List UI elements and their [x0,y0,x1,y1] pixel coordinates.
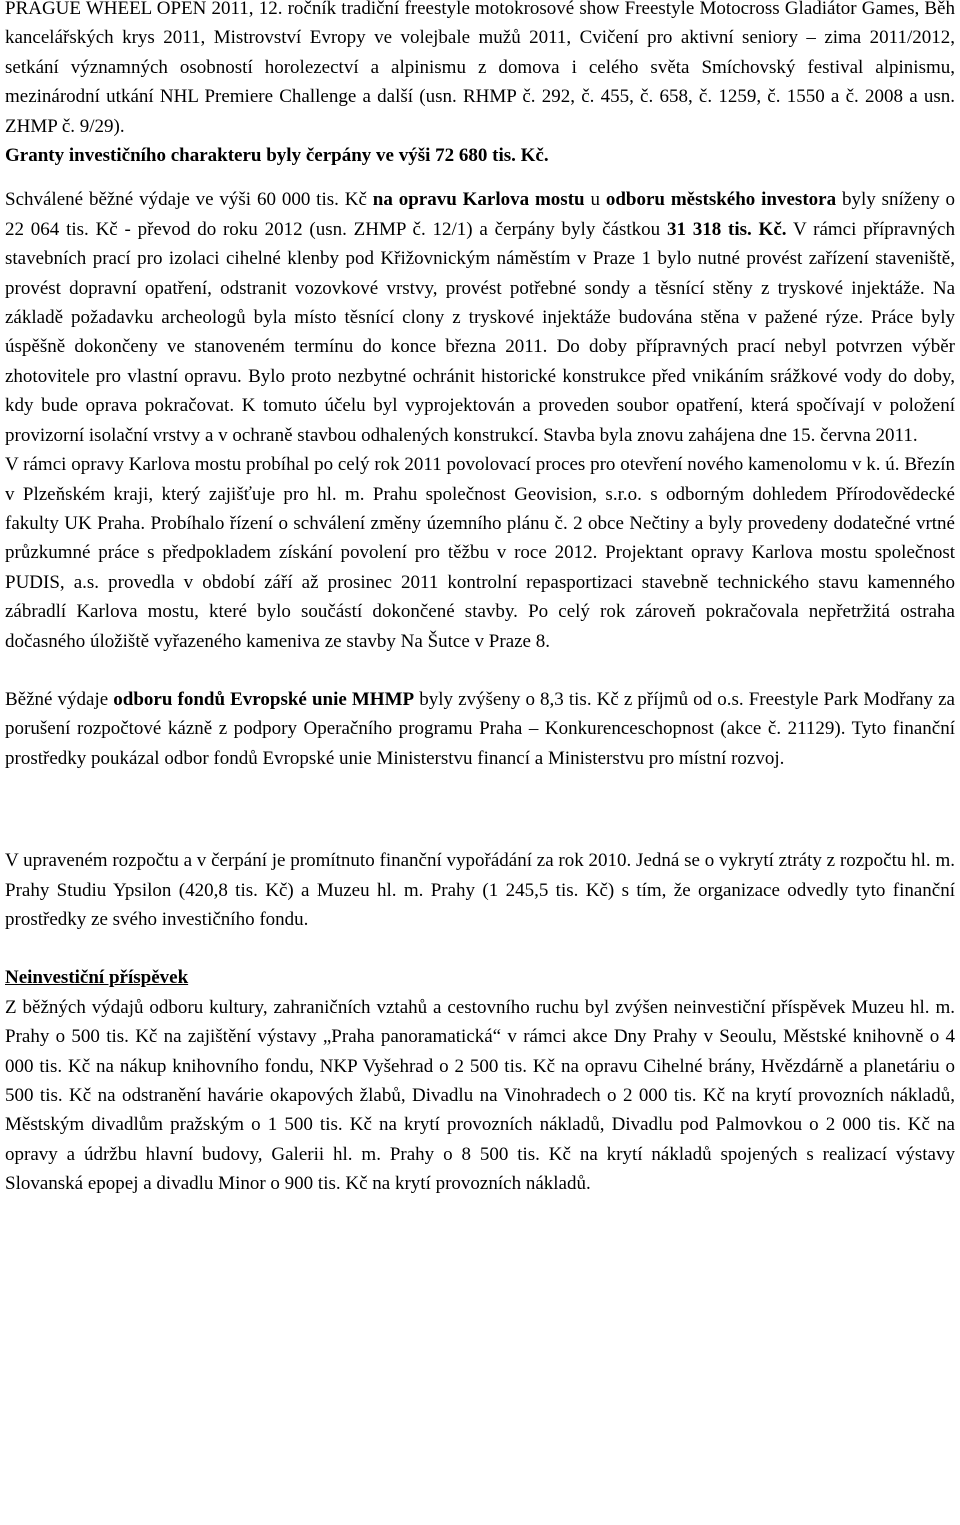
paragraph-events [5,0,955,141]
paragraph-eu-funds [5,685,955,773]
spacer [5,831,955,846]
paragraph-non-investment-text: Z běžných výdajů odboru kultury, zahraničních vztahů a cestovního ruchu byl zvýšen neinvestiční příspěvek Muzeu hl. m. Prahy o 500 tis. Kč na zajištění výstavy „Praha panoramatická“ v rámci akce Dny Prahy v Seoulu, Městské knihovně o 4 000 tis. Kč na nákup knihovního fondu, NKP Vyšehrad o 2 500 tis. Kč na opravu Cihelné brány, Hvězdárně a planetáriu o 500 tis. Kč na odstranění havárie okapových žlabů, Divadlu na Vinohradech o 2 000 tis. Kč na krytí provozních nákladů, Městským divadlům pražským o 1 500 tis. Kč na krytí provozních nákladů, Divadlu pod Palmovkou o 2 000 tis. Kč na opravy a údržbu hlavní budovy, Galerii hl. m. Prahy o 8 500 tis. Kč na krytí nákladů spojených s realizací výstavy Slovanská epopej a divadlu Minor o 900 tis. Kč na krytí provozních nákladů. [5,996,955,1195]
paragraph-non-investment [5,993,955,1199]
spacer [5,170,955,185]
paragraph-investment-grants [5,141,955,170]
paragraph-financial-settlement [5,846,955,934]
paragraph-quarry-text: V rámci opravy Karlova mostu probíhal po celý rok 2011 povolovací proces pro otevření nového kamenolomu v k. ú. Březín v Plzeňském kraji, který zajišťuje pro hl. m. Prahu společnost Geovision, s.r.o. s odborným dohledem Přírodovědecké fakulty UK Praha. Probíhalo řízení o schválení změny územního plánu č. 2 obce Nečtiny a byly provedeny dodatečné vrtné průzkumné práce s předpokladem získání povolení pro těžbu v roce 2012. Projektant opravy Karlova mostu společnost PUDIS, a.s. provedla v období září až prosinec 2011 kontrolní repasportizaci stavebně technického stavu kamenného zábradlí Karlova mostu, které bylo součástí dokončené stavby. Po celý rok zároveň pokračovala nepřetržitá ostraha dočasného úložiště vyřazeného kameniva ze stavby Na Šutce v Praze 8. [5,454,955,652]
charles-bridge-bold-department: odboru městského investora [605,189,837,211]
document-page [5,0,955,1199]
charles-bridge-bold-amount: 31 318 tis. Kč. [666,218,787,240]
charles-bridge-text-1: Schválené běžné výdaje ve výši 60 000 tis. Kč [5,189,373,211]
section-heading [5,963,955,992]
eu-funds-text-2: byly zvýšeny o 8,3 tis. Kč z příjmů od o.s. Freestyle Park Modřany za porušení rozpočtové kázně z podpory Operačního programu Praha – Konkurenceschopnost (akce č. 21129). Tyto finanční prostředky poukázal odbor fondů Evropské unie Ministerstvu financí a Ministerstvu pro místní rozvoj. [5,688,955,769]
spacer [5,656,955,685]
paragraph-quarry [5,450,955,656]
eu-funds-bold-department: odboru fondů Evropské unie MHMP [113,688,415,710]
charles-bridge-text-2: u [584,189,606,211]
charles-bridge-bold-repair: na opravu Karlova mostu [372,189,585,211]
paragraph-charles-bridge [5,185,955,450]
paragraph-investment-grants-text: Granty investičního charakteru byly čerpány ve výši 72 680 tis. Kč. [5,145,549,167]
eu-funds-text-1: Běžné výdaje [5,688,114,710]
paragraph-financial-settlement-text: V upraveném rozpočtu a v čerpání je promítnuto finanční vypořádání za rok 2010. Jedná se o vykrytí ztráty z rozpočtu hl. m. Prahy Studiu Ypsilon (420,8 tis. Kč) a Muzeu hl. m. Prahy (1 245,5 tis. Kč) s tím, že organizace odvedly tyto finanční prostředky ze svého investičního fondu. [5,850,955,930]
paragraph-events-text: PRAGUE WHEEL OPEN 2011, 12. ročník tradiční freestyle motokrosové show Freestyle Motocross Gladiátor Games, Běh kancelářských krys 2011, Mistrovství Evropy ve volejbale mužů 2011, Cvičení pro aktivní seniory – zima 2011/2012, setkání významných osobností horolezectví a alpinismu z domova i celého světa Smíchovský festival alpinismu, mezinárodní utkání NHL Premiere Challenge a další (usn. RHMP č. 292, č. 455, č. 658, č. 1259, č. 1550 a č. 2008 a usn. ZHMP č. 9/29). [5,0,955,137]
charles-bridge-text-3: byly sníženy o 22 064 tis. Kč - převod do roku 2012 (usn. ZHMP č. 12/1) a čerpány byly částkou [5,189,956,240]
spacer [5,934,955,963]
charles-bridge-text-4: V rámci přípravných stavebních prací pro izolaci cihelné klenby pod Křižovnickým náměstím v Praze 1 bylo nutné provést zařízení staveniště, provést dopravní opatření, odstranit vozovkové vrstvy, provést potřebné sondy a těsnící stěny z tryskové injektáže. Na základě požadavku archeologů byla místo těsnící clony z tryskové injektáže budována stěna v pažené rýze. Práce byly úspěšně dokončeny ve stanoveném termínu do konce března 2011. Do doby přípravných prací nebyl potvrzen výběr zhotovitele pro vlastní opravu. Bylo proto nezbytné ochránit historické konstrukce před vnikáním srážkové vody do doby, kdy bude oprava pokračovat. K tomuto účelu byl vyprojektován a proveden soubor opatření, která spočívají v položení provizorní isolační vrstvy a v ochraně stavbou odhalených konstrukcí. Stavba byla znovu zahájena dne 15. června 2011. [5,218,955,446]
section-heading-text: Neinvestiční příspěvek [5,967,189,989]
spacer [5,773,955,831]
